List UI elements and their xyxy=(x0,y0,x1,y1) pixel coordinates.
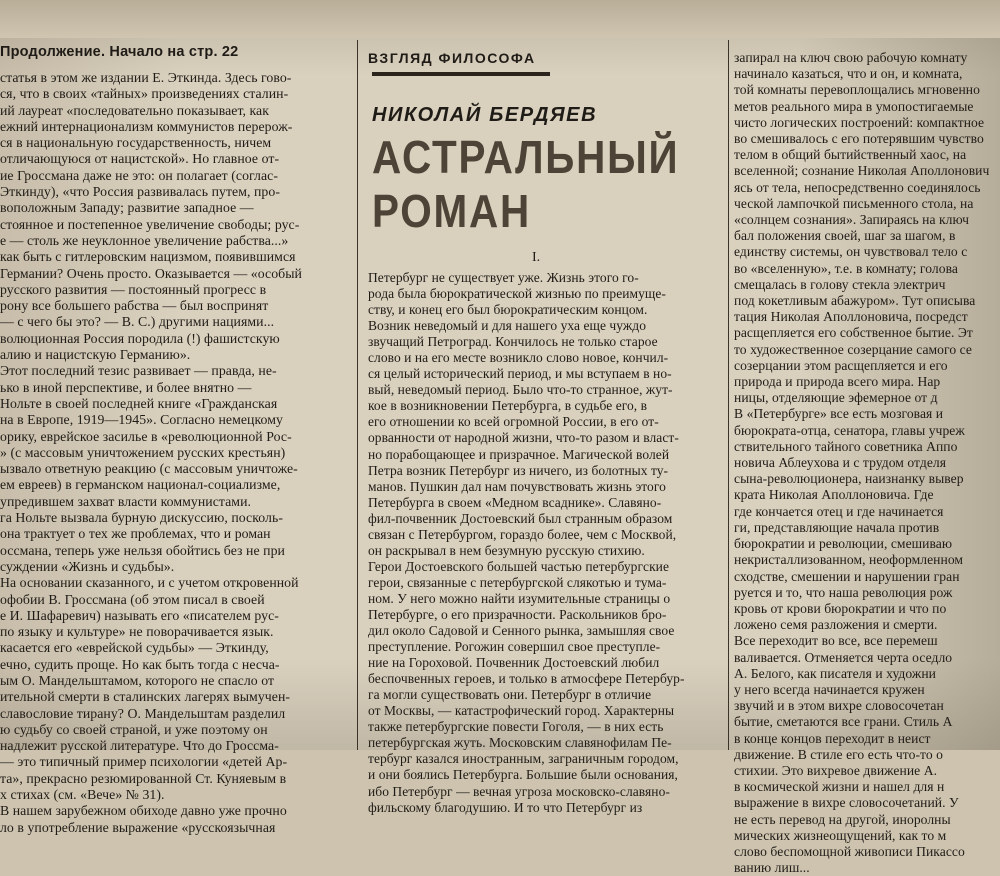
text-line: В нашем зарубежном обиходе давно уже прочно xyxy=(0,803,287,819)
text-line: касается его «еврейской судьбы» — Эткинду, xyxy=(0,640,269,656)
text-line: ствительного тайного советника Аппо xyxy=(734,438,958,454)
text-line: Петербург не существует уже. Жизнь этого го- xyxy=(368,270,639,285)
text-line: новича Аблеухова и с трудом отделя xyxy=(734,455,947,471)
text-line: орванности от народной жизни, что-то разом и власт- xyxy=(368,430,679,446)
text-line: В «Петербурге» все есть мозговая и xyxy=(734,406,944,422)
text-line: и они боялись Петербурга. Большие были основания, xyxy=(368,767,678,783)
text-line: Этот последний тезис развивает — правда, не- xyxy=(0,363,277,379)
rubric-underline xyxy=(372,72,550,76)
article-title-line-2: РОМАН xyxy=(372,185,531,237)
text-line: ству, и конец его был бюрократическим концом. xyxy=(368,302,648,318)
text-line: русского развития — постоянный прогресс в xyxy=(0,281,267,297)
text-line: руется и то, что наша революция рож xyxy=(734,584,953,600)
text-line: крата Николая Аполлоновича. Где xyxy=(734,487,934,503)
text-line: та», прекрасно резюмированной Ст. Куняевым в xyxy=(0,770,287,786)
left-column xyxy=(0,70,352,835)
text-line: ем евреев) в германском национал-социализме, xyxy=(0,477,281,493)
text-line: фильскому благодушию. И то что Петербург из xyxy=(368,799,643,815)
text-line: ий лауреат «последовательно показывает, как xyxy=(0,102,269,118)
text-line: рода была бюрократической жизнью по преимуще- xyxy=(368,286,666,302)
text-line: то художественное созерцание самого се xyxy=(734,341,972,357)
text-line: дил около Садовой и Сенного рынка, замышляя свое xyxy=(368,623,675,639)
text-line: в конце концов переходит в неист xyxy=(734,730,931,746)
right-column xyxy=(734,50,1000,876)
text-line: е — столь же неуклонное увеличение рабства...» xyxy=(0,232,289,248)
text-line: валивается. Отменяется черта оседло xyxy=(734,649,953,665)
text-line: Петербурге, о его призрачности. Раскольников бро- xyxy=(368,606,667,622)
text-line: бытие, сметаются все грани. Стиль А xyxy=(734,714,953,730)
text-line: тербург казался иностранным, заграничным городом, xyxy=(368,751,679,767)
text-line: бюрократии и революции, смешиваю xyxy=(734,536,953,552)
text-line: сына-революционера, наизнанку вывер xyxy=(734,471,964,487)
text-line: Нольте в своей последней книге «Гражданская xyxy=(0,395,278,411)
text-line: ческой лампочкой письменного стола, на xyxy=(734,195,974,211)
text-line: ло в употребление выражение «русскоязычная xyxy=(0,819,276,835)
text-line: статья в этом же издании Е. Эткинда. Здесь гово- xyxy=(0,70,292,85)
text-line: мических жизнеощущений, как то м xyxy=(734,827,947,843)
middle-column xyxy=(368,270,720,815)
text-line: ько в иной перспективе, и более внятно — xyxy=(0,379,252,395)
text-line: ги, представляющие начала против xyxy=(734,519,940,535)
top-paper-edge xyxy=(0,0,1000,38)
text-line: вый, неведомый период. Было что-то странное, жут- xyxy=(368,382,673,398)
text-line: во смешивалось с его потерявшим чувство xyxy=(734,131,984,147)
text-line: но порабощающее и призрачное. Магической волей xyxy=(368,446,670,462)
text-line: у него всегда начинается кружен xyxy=(734,681,925,697)
text-line: связан с Петербургом, гораздо более, чем с Москвой, xyxy=(368,526,677,542)
text-line: стоянное и постепенное увеличение свободы; рус- xyxy=(0,216,300,232)
text-line: отличающуюся от нацистской». Но главное от- xyxy=(0,151,280,167)
text-line: волюционная Россия породила (!) фашистскую xyxy=(0,330,280,346)
text-line: тация Николая Аполлоновича, посредст xyxy=(734,309,968,325)
text-line: ечно, судить проще. Но как быть тогда с несча- xyxy=(0,656,280,672)
text-line: славословие тирану? О. Мандельштам разделил xyxy=(0,705,286,721)
text-line: ие Гроссмана даже не это: он полагает (соглас- xyxy=(0,167,278,183)
text-line: — с чего бы это? — В. С.) другими нациями... xyxy=(0,314,275,330)
text-line: под кокетливым абажуром». Тут описыва xyxy=(734,293,976,309)
text-line: она трактует о тех же проблемах, что и роман xyxy=(0,526,271,542)
text-line: ительной смерти в сталинских лагерях вымучен- xyxy=(0,689,291,705)
text-line: ванию лиш... xyxy=(734,860,810,876)
text-line: единству системы, он чувствовал тело с xyxy=(734,244,968,260)
text-line: ызвало ответную реакцию (с массовым уничтоже- xyxy=(0,461,298,477)
text-line: рону все большего рабства — был воспринят xyxy=(0,298,269,314)
text-line: начинало казаться, что и он, и комната, xyxy=(734,66,963,82)
text-line: где кончается отец и где начинается xyxy=(734,503,944,519)
text-line: — это типичный пример психологии «детей Ар- xyxy=(0,754,288,770)
text-line: Петербурга в своем «Медном всаднике». Славяно- xyxy=(368,494,662,510)
text-line: е И. Шафаревич) называть его «писателем рус- xyxy=(0,607,279,623)
article-author: НИКОЛАЙ БЕРДЯЕВ xyxy=(372,104,598,126)
text-line: ном. У него можно найти изумительные страницы о xyxy=(368,590,671,606)
text-line: выражение в вихре словосочетаний. У xyxy=(734,795,959,811)
text-line: ю судьбу со своей страной, и уже поэтому он xyxy=(0,721,268,737)
text-line: х стихах (см. «Вече» № 31). xyxy=(0,787,165,803)
text-line: ым О. Мандельштамом, которого не спасло от xyxy=(0,672,275,688)
text-line: «солнцем сознания». Запираясь на ключ xyxy=(734,212,970,228)
text-line: фил-почвенник Достоевский был странным образом xyxy=(368,510,673,526)
text-line: слово и на его месте возникло слово новое, кончил- xyxy=(368,350,669,366)
rubric-label: ВЗГЛЯД ФИЛОСОФА xyxy=(368,50,536,66)
text-line: во «вселенную», т.е. в комнату; голова xyxy=(734,260,958,276)
text-line: не есть перевод на другой, иноролны xyxy=(734,811,951,827)
text-line: упредившем захват власти коммунистами. xyxy=(0,493,252,509)
text-line: ние на Гороховой. Почвенник Достоевский любил xyxy=(368,655,660,671)
section-number: I. xyxy=(532,250,541,265)
text-line: сходстве, смешении и нарушении гран xyxy=(734,568,960,584)
text-line: стихии. Это вихревое движение А. xyxy=(734,762,938,778)
text-line: ся, что в своих «тайных» произведениях сталин- xyxy=(0,86,289,102)
text-line: также петербургские повести Гоголя, — в них есть xyxy=(368,719,664,735)
text-line: суждении «Жизнь и судьбы». xyxy=(0,558,175,574)
text-line: А. Белого, как писателя и художни xyxy=(734,665,936,681)
text-line: ницы, отделяющие эфемерное от д xyxy=(734,390,938,406)
text-line: воположным Западу; развитие западное — xyxy=(0,200,254,216)
column-rule-left xyxy=(357,40,358,750)
text-line: ясь от тела, непосредственно соединялось xyxy=(734,179,981,195)
text-line: ежний интернационализм коммунистов перерож- xyxy=(0,118,293,134)
text-line: звучащий Петроград. Кончилось не только старое xyxy=(368,334,658,350)
text-line: га Нольте вызвала бурную дискуссию, посколь- xyxy=(0,510,283,526)
text-line: в космической жизни и нашел для н xyxy=(734,779,945,795)
text-line: » (с массовым уничтожением русских крестьян) xyxy=(0,444,286,460)
text-line: Герои Достоевского большей частью петербургские xyxy=(368,558,669,574)
text-line: телом в общий бытийственный хаос, на xyxy=(734,147,967,163)
text-line: Петра возник Петербург из ничего, из болотных ту- xyxy=(368,462,669,478)
text-line: некристаллизованном, неоформленном xyxy=(734,552,964,568)
text-line: На основании сказанного, и с учетом откровенной xyxy=(0,575,299,591)
text-line: га могли существовать они. Петербург в отличие xyxy=(368,687,652,703)
text-line: движение. В стиле его есть что-то о xyxy=(734,746,944,762)
text-line: кровь от крови бюрократии и что по xyxy=(734,600,947,616)
text-line: бюрократа-отца, сенатора, главы учреж xyxy=(734,422,965,438)
text-line: надлежит русской литературе. Что до Гроссма- xyxy=(0,738,279,754)
text-line: Возник неведомый и для нашего уха еще чуждо xyxy=(368,318,646,334)
text-line: созерцании этом расщепляется и его xyxy=(734,357,948,373)
text-line: на в Европе, 1919—1945». Согласно немецкому xyxy=(0,412,283,428)
column-rule-right xyxy=(728,40,729,750)
text-line: бал положения своей, шаг за шагом, в xyxy=(734,228,956,244)
text-line: запирал на ключ свою рабочую комнату xyxy=(734,50,968,65)
text-line: звучий и в этом вихре словосочетан xyxy=(734,698,944,714)
text-line: кое в возникновении Петербурга, в судьбе его, в xyxy=(368,398,648,414)
text-line: ся в национальную государственность, ничем xyxy=(0,135,272,151)
text-line: преступление. Рогожин совершил свое преступле- xyxy=(368,639,661,655)
text-line: слово беспомощной живописи Пикассо xyxy=(734,843,965,859)
text-line: герои, связанные с петербургской слякотью и тума- xyxy=(368,574,667,590)
text-line: от Москвы, — катастрофический город. Характерны xyxy=(368,703,675,719)
text-line: петербургская жуть. Московским славянофилам Пе- xyxy=(368,735,672,751)
text-line: по языку и культуре» не поворачивается язык. xyxy=(0,624,274,640)
text-line: ложено семя разложения и смерти. xyxy=(734,617,938,633)
text-line: ибо Петербург — вечная угроза московско-славяно- xyxy=(368,783,670,799)
text-line: Все переходит во все, все перемеш xyxy=(734,633,938,649)
text-line: вселенной; сознание Николая Аполлонович xyxy=(734,163,990,179)
text-line: он раскрывал в нем безумную русскую стихию. xyxy=(368,542,645,558)
text-line: Эткинду), «что Россия развивалась путем, про- xyxy=(0,184,280,200)
text-line: той комнаты перевоплощались мгновенно xyxy=(734,82,980,98)
text-line: офобии В. Гроссмана (об этом писал в своей xyxy=(0,591,265,607)
text-line: чисто логических построений: компактное xyxy=(734,114,985,130)
text-line: оссмана, теперь уже нельзя обойтись без не при xyxy=(0,542,285,558)
text-line: природа и природа всего мира. Нар xyxy=(734,374,941,390)
text-line: алию и нацистскую Германию». xyxy=(0,347,191,363)
text-line: беспочвенных героев, и только в атмосфере Петербур- xyxy=(368,671,685,687)
text-line: расщепляется его собственное бытие. Эт xyxy=(734,325,973,341)
text-line: орику, еврейское засилье в «революционной Рос- xyxy=(0,428,292,444)
text-line: ся целый исторический период, и мы вступаем в но- xyxy=(368,366,672,382)
text-line: смещалась в голову стекла электрич xyxy=(734,276,946,292)
text-line: метов реального мира в умопостигаемые xyxy=(734,98,974,114)
continuation-header: Продолжение. Начало на стр. 22 xyxy=(0,44,239,60)
article-title-line-1: АСТРАЛЬНЫЙ xyxy=(372,131,680,183)
text-line: как быть с гитлеровским нацизмом, появившимся xyxy=(0,249,296,265)
text-line: Германии? Очень просто. Оказывается — «особый xyxy=(0,265,302,281)
text-line: его отношении ко всей огромной России, в его от- xyxy=(368,414,659,430)
text-line: манов. Пушкин дал нам почувствовать жизнь этого xyxy=(368,478,666,494)
